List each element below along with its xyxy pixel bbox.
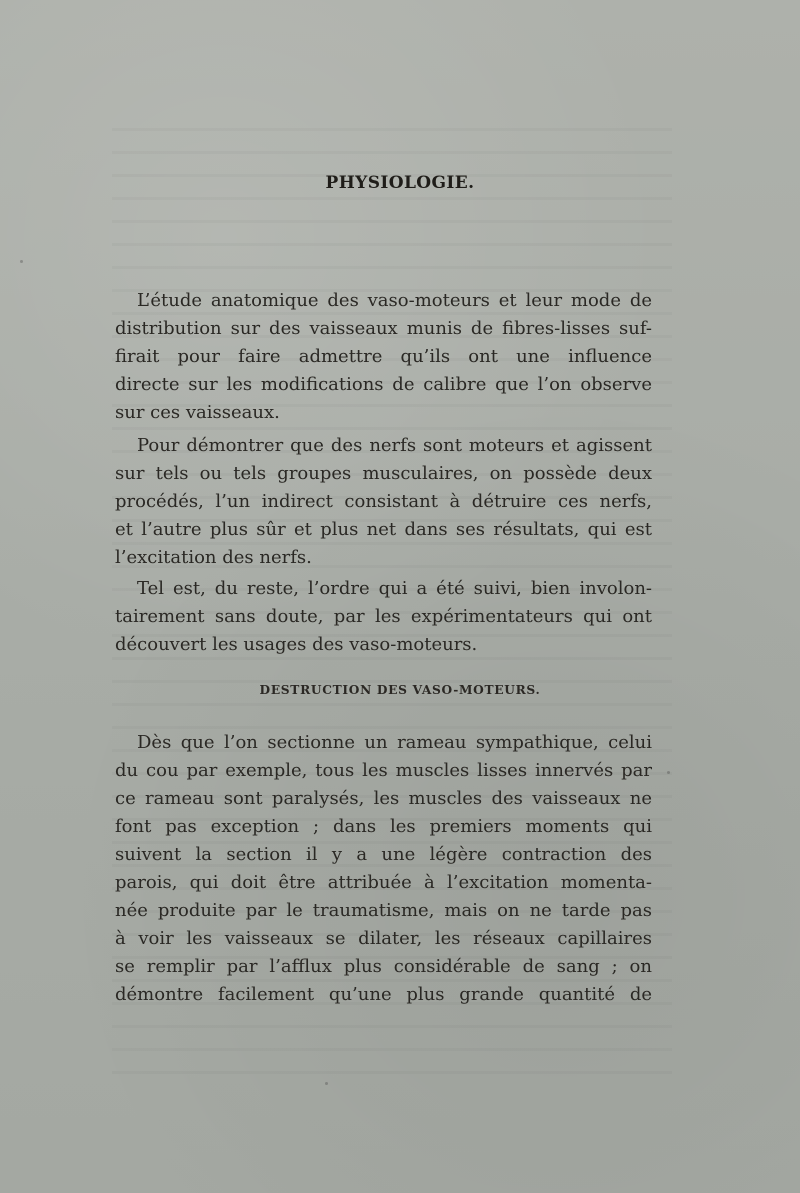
- paper-speck: [20, 260, 23, 263]
- paragraph-1-line-5: sur ces vaisseaux.: [115, 402, 280, 423]
- paragraph-4-line-5: suivent la section il y a une légère contraction des: [115, 844, 652, 865]
- section-heading: DESTRUCTION DES VASO-MOTEURS.: [259, 683, 541, 697]
- paragraph-2-line-4: et l’autre plus sûr et plus net dans ses résultats, qui est: [115, 519, 652, 540]
- paragraph-1-line-2: distribution sur des vaisseaux munis de fibres-lisses suf-: [115, 318, 652, 339]
- paragraph-3-line-2: tairement sans doute, par les expérimentateurs qui ont: [115, 606, 652, 627]
- paragraph-1-line-4: directe sur les modifications de calibre que l’on observe: [115, 374, 652, 395]
- paragraph-2-line-5: l’excitation des nerfs.: [115, 547, 312, 568]
- paragraph-1-line-3: firait pour faire admettre qu’ils ont une influence: [115, 346, 652, 367]
- paragraph-2-line-3: procédés, l’un indirect consistant à détruire ces nerfs,: [115, 491, 652, 512]
- paragraph-4-line-9: se remplir par l’afflux plus considérable de sang ; on: [115, 956, 652, 977]
- paragraph-4-line-7: née produite par le traumatisme, mais on ne tarde pas: [115, 900, 652, 921]
- page-title: PHYSIOLOGIE.: [325, 173, 475, 193]
- paragraph-4-line-4: font pas exception ; dans les premiers moments qui: [115, 816, 652, 837]
- paper-speck: [325, 1082, 328, 1085]
- paragraph-4-line-10: démontre facilement qu’une plus grande quantité de: [115, 984, 652, 1005]
- paragraph-3-line-1: Tel est, du reste, l’ordre qui a été suivi, bien involon-: [137, 578, 652, 599]
- paragraph-4-line-8: à voir les vaisseaux se dilater, les réseaux capillaires: [115, 928, 652, 949]
- paper-speck: [667, 771, 670, 774]
- paragraph-4-line-6: parois, qui doit être attribuée à l’excitation momenta-: [115, 872, 652, 893]
- paragraph-2-line-2: sur tels ou tels groupes musculaires, on possède deux: [115, 463, 652, 484]
- paragraph-2-line-1: Pour démontrer que des nerfs sont moteurs et agissent: [137, 435, 652, 456]
- paragraph-4-line-3: ce rameau sont paralysés, les muscles des vaisseaux ne: [115, 788, 652, 809]
- paragraph-1-line-1: L’étude anatomique des vaso-moteurs et leur mode de: [137, 290, 652, 311]
- paragraph-4-line-2: du cou par exemple, tous les muscles lisses innervés par: [115, 760, 652, 781]
- paragraph-4-line-1: Dès que l’on sectionne un rameau sympathique, celui: [137, 732, 652, 753]
- paragraph-3-line-3: découvert les usages des vaso-moteurs.: [115, 634, 478, 655]
